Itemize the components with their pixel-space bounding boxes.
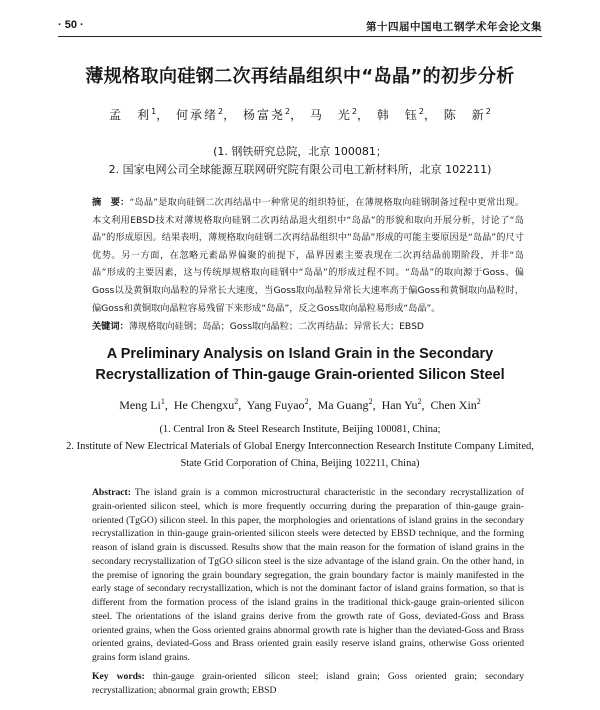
chinese-abstract-label: 摘 要： bbox=[92, 197, 130, 208]
author-sup: 2 bbox=[485, 107, 491, 116]
author-name: Ma Guang bbox=[317, 398, 369, 412]
author-sup: 1 bbox=[151, 107, 157, 116]
author-sup: 2 bbox=[418, 107, 424, 116]
author-sup: 2 bbox=[351, 107, 358, 116]
english-keywords-text: thin-gauge grain-oriented silicon steel; island grain; Goss oriented grain; secondary recrystallization; abnormal grain growth; EBSD bbox=[92, 671, 524, 696]
author-sup: 2 bbox=[218, 107, 224, 116]
journal-title: 第十四届中国电工钢学术年会论文集 bbox=[366, 21, 542, 33]
author-name: Meng Li bbox=[119, 398, 161, 412]
author-sup: 2 bbox=[476, 397, 481, 406]
author-name: 孟 利 bbox=[109, 108, 152, 122]
author-sup: 2 bbox=[304, 397, 309, 406]
author-name: Chen Xin bbox=[430, 398, 477, 412]
author-name: 马 光 bbox=[309, 108, 352, 122]
chinese-abstract-text: “岛晶”是取向硅钢二次再结晶中一种常见的组织特征，在薄规格取向硅钢制备过程中更常出现。本文利用EBSD技术对薄规格取向硅钢二次再结晶退火组织中“岛晶”的形貌和取向开展分析，讨论了“岛晶”的形成原因。结果表明，薄规格取向硅钢二次再结晶组织中“岛晶”形成的可能主要原因是“岛晶”的尺寸优势。另一方面，在忽略元素晶界偏聚的前提下，晶界因素主要表现在二次再结晶前期阶段，并非“岛晶”形成的主要因素，这与传统厚规格取向硅钢中“岛晶”的形成过程不同。“岛晶”的取向源于Goss、偏Goss以及黄铜取向晶粒的异常长大速度，当Goss取向晶粒异常长大速率高于偏Goss和黄铜取向晶粒时，偏Goss和黄铜取向晶粒容易残留下来形成“岛晶”，反之Goss取向晶粒易形成“岛晶”。 bbox=[92, 197, 524, 314]
english-abstract-text: The island grain is a common microstructural characteristic in the secondary recrystallization of grain-oriented silicon steel, which is more frequently occurring during the preparation of thin-gauge grain-oriented (TgGO) silicon steel. In this paper, the morphologies and orientations of island grains in the secondary recrystallization in thin-gauge grain-oriented silicon steels were detected by EBSD technique, and the forming reason of island grain is discussed. Results show that the main reason for the formation of island grains in the secondary recrystallization of TgGO silicon steel is the size advantage of the island grain. On the other hand, in the premise of ignoring the grain boundary segregation, the grain boundary factor is mainly manifested in the early stage of secondary recrystallization, which is not the dominant factor of island grains formation, so that is different from the formation process of the island grains in the traditional thick-gauge grain-oriented silicon steel. The orientations of the island grains derive from the growth rate of Goss, deviated-Goss and Brass oriented grains, when the Goss oriented grains abnormal growth rate is higher than the deviated-Goss and Brass oriented grains, deviated-Goss and Brass oriented grain easily reserve island grains, otherwise Goss oriented grains form island grains. bbox=[92, 487, 525, 663]
chinese-abstract bbox=[92, 194, 524, 317]
chinese-authors: 孟 利$^1$， 何承绪$^2$， 杨富尧$^2$， 马 光$^2$， 韩 钰$^2$， 陈 新$^2$ bbox=[109, 107, 491, 122]
english-title bbox=[60, 344, 540, 386]
english-affiliation-3: State Grid Corporation of China, Beijing 102211, China) bbox=[180, 458, 420, 469]
english-affiliation-1: (1. Central Iron & Steel Research Institute, Beijing 100081, China; bbox=[159, 424, 441, 435]
author-sup: 2 bbox=[234, 397, 239, 406]
english-title-line: A Preliminary Analysis on Island Grain in the Secondary bbox=[106, 346, 494, 362]
english-title-line: Recrystallization of Thin-gauge Grain-oriented Silicon Steel bbox=[95, 367, 505, 383]
english-abstract bbox=[92, 486, 524, 665]
author-name: 韩 钰 bbox=[376, 108, 419, 122]
author-name: 杨富尧 bbox=[242, 108, 285, 122]
chinese-keywords bbox=[92, 318, 524, 332]
english-affiliation-2: 2. Institute of New Electrical Materials of Global Energy Interconnection Research Institute Company Limited, bbox=[66, 441, 534, 452]
author-sup: 2 bbox=[368, 397, 373, 406]
author-sup: 2 bbox=[284, 107, 291, 116]
running-header bbox=[58, 18, 542, 38]
chinese-title: 薄规格取向硅钢二次再结晶组织中“岛晶”的初步分析 bbox=[85, 66, 515, 87]
english-keywords-label: Key words: bbox=[92, 671, 145, 682]
chinese-keywords-text: 薄规格取向硅钢；岛晶；Goss取向晶粒；二次再结晶；异常长大；EBSD bbox=[128, 321, 424, 332]
english-keywords bbox=[92, 670, 524, 698]
header-rule bbox=[58, 36, 542, 37]
chinese-affiliation-2: 2. 国家电网公司全球能源互联网研究院有限公司电工新材料所，北京 102211) bbox=[108, 163, 492, 176]
author-sup: 1 bbox=[160, 397, 165, 406]
author-name: Yang Fuyao bbox=[246, 398, 305, 412]
author-name: He Chengxu bbox=[173, 398, 235, 412]
author-name: Han Yu bbox=[381, 398, 418, 412]
chinese-affiliation-1: (1. 钢铁研究总院，北京 100081； bbox=[213, 145, 387, 158]
chinese-keywords-label: 关键词： bbox=[92, 321, 129, 332]
page-number: · 50 · bbox=[58, 19, 84, 31]
author-sup: 2 bbox=[417, 397, 422, 406]
english-abstract-label: Abstract: bbox=[92, 487, 131, 498]
author-name: 陈 新 bbox=[443, 108, 486, 122]
english-authors: Meng Li$^1$, He Chengxu$^2$, Yang Fuyao$^2$, Ma Guang$^2$, Han Yu$^2$, Chen Xin$^2$ bbox=[119, 397, 481, 412]
author-name: 何承绪 bbox=[176, 108, 219, 122]
